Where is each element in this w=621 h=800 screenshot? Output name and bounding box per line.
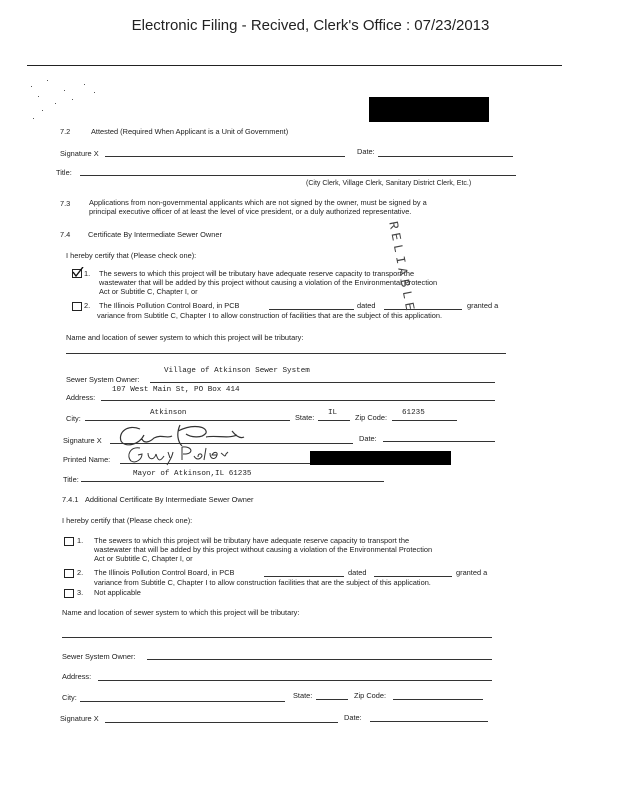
option-2-line-1-part-a: The Illinois Pollution Control Board, in PCB <box>99 301 240 310</box>
section-number-7-2: 7.2 <box>60 127 71 136</box>
tributary-line[interactable] <box>66 353 506 354</box>
option-1-line-3: Act or Subtitle C, Chapter I, or <box>99 287 198 296</box>
state-label: State: <box>295 413 315 422</box>
option-1-number-7-4-1: 1. <box>77 536 84 545</box>
section-heading-7-4-1: Additional Certificate By Intermediate Sewer Owner <box>85 495 254 504</box>
section-heading-7-4: Certificate By Intermediate Sewer Owner <box>88 230 222 239</box>
address-label: Address: <box>66 393 96 402</box>
pcb-date-line[interactable] <box>384 309 462 310</box>
date-line[interactable] <box>378 156 513 157</box>
sewer-owner-line <box>150 382 495 383</box>
zip-line-7-4-1[interactable] <box>393 699 483 700</box>
date-line-7-4-1[interactable] <box>370 721 488 722</box>
zip-label: Zip Code: <box>355 413 388 422</box>
zip-value[interactable]: 61235 <box>402 409 425 417</box>
option-2-checkbox[interactable] <box>72 302 82 311</box>
option-2-line-1-part-c: granted a <box>467 301 499 310</box>
tributary-instruction: Name and location of sewer system to which this project will be tributary: <box>66 333 304 342</box>
sewer-owner-label-7-4-1: Sewer System Owner: <box>62 652 136 661</box>
section-number-7-3: 7.3 <box>60 199 71 208</box>
signature-line[interactable] <box>105 156 345 157</box>
option-2-number: 2. <box>84 301 91 310</box>
pcb-number-line[interactable] <box>269 309 354 310</box>
pcb-date-line-7-4-1[interactable] <box>374 576 452 577</box>
title-label: Title: <box>56 168 72 177</box>
title-line[interactable] <box>80 175 516 176</box>
title-hint: (City Clerk, Village Clerk, Sanitary District Clerk, Etc.) <box>306 180 472 187</box>
section-heading-7-2: Attested (Required When Applicant is a Unit of Government) <box>91 127 289 136</box>
sewer-owner-value[interactable]: Village of Atkinson Sewer System <box>164 367 310 375</box>
option-1-line-2-7-4-1: wastewater that will be added by this project without causing a violation of the Environmental Protection <box>94 545 433 554</box>
zip-label-7-4-1: Zip Code: <box>354 691 387 700</box>
option-2-line-1-part-c-7-4-1: granted a <box>456 568 488 577</box>
signature-label: Signature X <box>60 149 99 158</box>
option-2-line-2: variance from Subtitle C, Chapter I to allow construction of facilities that are the subject of this application. <box>97 311 443 320</box>
sewer-owner-line-7-4-1[interactable] <box>147 659 492 660</box>
city-label-7-4-1: City: <box>62 693 77 702</box>
state-line-7-4-1[interactable] <box>316 699 348 700</box>
section-number-7-4-1: 7.4.1 <box>62 495 79 504</box>
option-2-number-7-4-1: 2. <box>77 568 84 577</box>
option-1-number: 1. <box>84 269 91 278</box>
option-3-number-7-4-1: 3. <box>77 588 84 597</box>
option-2-line-1-part-b-7-4-1: dated <box>348 568 367 577</box>
filing-header: Electronic Filing - Recived, Clerk's Office : 07/23/2013 <box>131 17 490 34</box>
state-value[interactable]: IL <box>328 409 338 417</box>
signature-label-7-4: Signature X <box>63 436 102 445</box>
certify-instruction-7-4-1: I hereby certify that (Please check one): <box>62 516 193 525</box>
option-1-line-1-7-4-1: The sewers to which this project will be tributary have adequate reserve capacity to transport the <box>94 536 410 545</box>
address-label-7-4-1: Address: <box>62 672 92 681</box>
checkmark-icon <box>72 267 84 278</box>
reliable-stamp: RELIABLE <box>385 220 419 316</box>
sewer-owner-label: Sewer System Owner: <box>66 375 140 384</box>
option-1-line-2: wastewater that will be added by this project without causing a violation of the Environmental Protection <box>99 278 438 287</box>
city-value[interactable]: Atkinson <box>150 409 187 417</box>
option-2-checkbox-7-4-1[interactable] <box>64 569 74 578</box>
printed-name-label: Printed Name: <box>63 455 111 464</box>
title-label-7-4: Title: <box>63 475 79 484</box>
section-7-3-line-2: principal executive officer of at least the level of vice president, or a duly authorized representative. <box>89 207 412 216</box>
city-line-7-4-1[interactable] <box>80 701 285 702</box>
redaction-block-printed-name <box>310 451 451 465</box>
date-label: Date: <box>357 147 375 156</box>
option-3-checkbox-7-4-1[interactable] <box>64 589 74 598</box>
title-value-7-4[interactable]: Mayor of Atkinson,IL 61235 <box>133 470 252 478</box>
address-line <box>101 400 495 401</box>
zip-line <box>392 420 457 421</box>
tributary-line-7-4-1[interactable] <box>62 637 492 638</box>
title-line-7-4 <box>81 481 384 482</box>
header-rule <box>27 65 562 66</box>
option-2-line-1-part-b: dated <box>357 301 376 310</box>
city-line <box>85 420 290 421</box>
option-1-line-3-7-4-1: Act or Subtitle C, Chapter I, or <box>94 554 193 563</box>
signature-label-7-4-1: Signature X <box>60 714 99 723</box>
option-2-line-1-part-a-7-4-1: The Illinois Pollution Control Board, in PCB <box>94 568 235 577</box>
option-2-line-2-7-4-1: variance from Subtitle C, Chapter I to allow construction facilities that are the subject of this application. <box>94 578 431 587</box>
section-number-7-4: 7.4 <box>60 230 71 239</box>
option-1-checkbox[interactable] <box>72 269 82 278</box>
section-7-3-line-1: Applications from non-governmental applicants which are not signed by the owner, must be signed by a <box>89 198 427 207</box>
tributary-instruction-7-4-1: Name and location of sewer system to which this project will be tributary: <box>62 608 300 617</box>
address-line-7-4-1[interactable] <box>98 680 492 681</box>
state-line <box>318 420 350 421</box>
pcb-number-line-7-4-1[interactable] <box>264 576 344 577</box>
date-label-7-4-1: Date: <box>344 713 362 722</box>
option-3-text-7-4-1: Not applicable <box>94 588 141 597</box>
date-line-7-4[interactable] <box>383 441 495 442</box>
address-value[interactable]: 107 West Main St, PO Box 414 <box>112 386 240 394</box>
city-label: City: <box>66 414 81 423</box>
printed-name-line <box>120 463 310 464</box>
option-1-line-1: The sewers to which this project will be tributary have adequate reserve capacity to transport the <box>99 269 415 278</box>
date-label-7-4: Date: <box>359 434 377 443</box>
certify-instruction: I hereby certify that (Please check one): <box>66 251 197 260</box>
option-1-checkbox-7-4-1[interactable] <box>64 537 74 546</box>
signature-line-7-4-1[interactable] <box>105 722 338 723</box>
state-label-7-4-1: State: <box>293 691 313 700</box>
redaction-block-top <box>369 97 489 122</box>
